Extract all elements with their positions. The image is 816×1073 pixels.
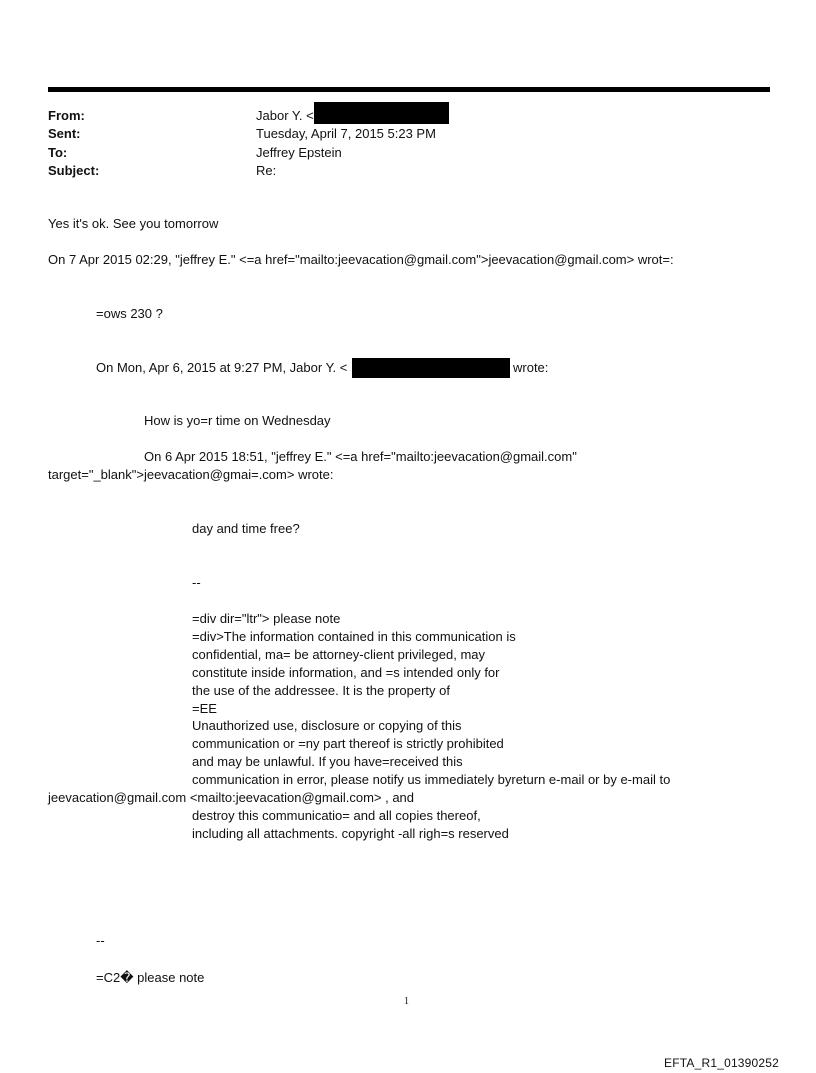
- note-line: =div>The information contained in this communication is: [192, 629, 516, 644]
- note-line: confidential, ma= be attorney-client privileged, may: [192, 647, 486, 662]
- header-rule: [48, 87, 770, 92]
- signature-note: =C2� please note: [96, 970, 205, 985]
- quote2-header: On Mon, Apr 6, 2015 at 9:27 PM, Jabor Y. <: [96, 360, 348, 375]
- note-line: the use of the addressee. It is the property of: [192, 683, 450, 698]
- from-value: Jabor Y. <: [256, 108, 314, 123]
- note-line: destroy this communicatio= and all copies thereof,: [192, 808, 481, 823]
- redaction-box: [352, 358, 510, 378]
- note-line: communication or =ny part thereof is strictly prohibited: [192, 736, 504, 751]
- quote1-text: =ows 230 ?: [96, 306, 163, 321]
- subject-value: Re:: [256, 163, 277, 178]
- page-number: 1: [404, 996, 409, 1007]
- signature-dashes: --: [96, 933, 105, 948]
- quote2-text: How is yo=r time on Wednesday: [144, 413, 331, 428]
- note-overhang: jeevacation@gmail.com <mailto:jeevacation@gmail.com> , and: [48, 790, 415, 805]
- sent-label: Sent:: [48, 126, 81, 141]
- note-line: including all attachments. copyright -all righ=s reserved: [192, 826, 509, 841]
- quote3-text: day and time free?: [192, 521, 300, 536]
- sent-value: Tuesday, April 7, 2015 5:23 PM: [256, 126, 436, 141]
- note-line: Unauthorized use, disclosure or copying of this: [192, 718, 462, 733]
- from-label: From:: [48, 108, 85, 123]
- quote1-header: On 7 Apr 2015 02:29, "jeffrey E." <=a href="mailto:jeevacation@gmail.com">jeevacation@gmail.com> wrot=:: [48, 252, 674, 267]
- to-value: Jeffrey Epstein: [256, 145, 342, 160]
- signature-dashes: --: [192, 575, 201, 590]
- note-line: constitute inside information, and =s intended only for: [192, 665, 500, 680]
- quote3-header-line1: On 6 Apr 2015 18:51, "jeffrey E." <=a href="mailto:jeevacation@gmail.com": [144, 449, 577, 464]
- document-id: EFTA_R1_01390252: [664, 1056, 780, 1070]
- note-line: and may be unlawful. If you have=received this: [192, 754, 463, 769]
- to-label: To:: [48, 145, 68, 160]
- note-line: =EE: [192, 701, 217, 716]
- note-line: =div dir="ltr"> please note: [192, 611, 341, 626]
- quote3-header-line2: target="_blank">jeevacation@gmai=.com> wrote:: [48, 467, 334, 482]
- quote2-header-wrote: wrote:: [513, 360, 549, 375]
- subject-label: Subject:: [48, 163, 100, 178]
- redaction-box: [314, 102, 449, 124]
- reply-text: Yes it's ok. See you tomorrow: [48, 216, 219, 231]
- note-line: communication in error, please notify us immediately byreturn e-mail or by e-mail to: [192, 772, 671, 787]
